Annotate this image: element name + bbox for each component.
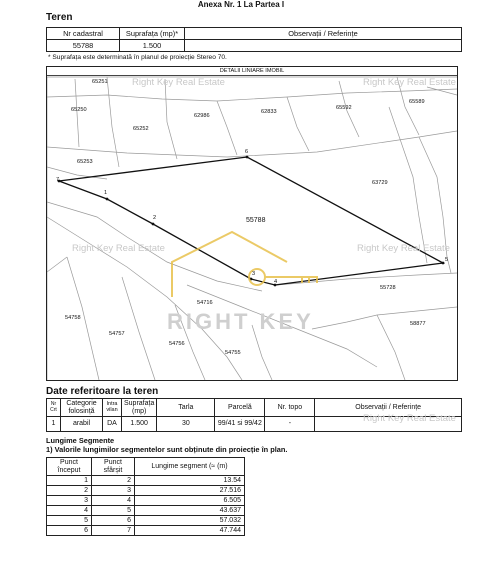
col-punct-inceput: Punct început	[47, 458, 92, 476]
neighbor-label: 65253	[77, 159, 93, 165]
watermark: Right Key Real Estate	[363, 413, 456, 424]
neighbor-label: 54755	[225, 350, 241, 356]
annex-title: Anexa Nr. 1 La Partea I	[197, 0, 285, 9]
parcel-label: 55788	[246, 217, 266, 224]
table-header-row	[47, 458, 245, 476]
cell-start: 3	[47, 496, 92, 506]
cell-length: 13.54	[135, 476, 245, 486]
segmente-subtitle: 1) Valorile lungimilor segmentelor sunt obținute din proiecție în plan.	[46, 445, 288, 454]
vertex-label: 3	[252, 271, 256, 277]
col-observatii: Observații / Referințe	[315, 399, 462, 417]
vertex-label: 4	[274, 279, 278, 285]
vertex-label: 5	[445, 257, 449, 263]
neighbor-label: 55728	[380, 285, 396, 291]
neighbor-label: 63729	[372, 180, 388, 186]
cell-suprafata: 1.500	[122, 417, 157, 432]
cell-categorie: arabil	[61, 417, 103, 432]
neighbor-label: 65592	[336, 105, 352, 111]
cell-parcela: 99/41 si 99/42	[215, 417, 265, 432]
table-row	[47, 496, 245, 506]
col-nr-cadastral: Nr cadastral	[47, 28, 120, 40]
vertex-label: 2	[153, 215, 157, 221]
neighbor-label: 65251	[92, 79, 108, 85]
col-lungime: Lungime segment (≈ (m)	[135, 458, 245, 476]
cell-start: 6	[47, 526, 92, 536]
cell-nr-cadastral: 55788	[47, 40, 120, 52]
teren-table	[46, 27, 462, 52]
referinta-section-title: Date referitoare la teren	[46, 386, 159, 397]
table-row	[47, 486, 245, 496]
cell-end: 7	[92, 526, 135, 536]
neighbor-label: 62833	[261, 109, 277, 115]
table-row	[47, 526, 245, 536]
teren-section-title: Teren	[46, 12, 73, 23]
col-tarla: Tarla	[157, 399, 215, 417]
table-row	[47, 516, 245, 526]
cell-end: 3	[92, 486, 135, 496]
cadastral-map	[46, 66, 458, 381]
teren-note: * Suprafața este determinată în planul de proiecție Stereo 70.	[48, 54, 227, 61]
neighbor-label: 54716	[197, 300, 213, 306]
watermark: Right Key Real Estate	[357, 243, 450, 254]
cell-nr-crt: 1	[47, 417, 61, 432]
neighbor-label: 65250	[71, 107, 87, 113]
col-suprafata: Suprafața (mp)	[122, 399, 157, 417]
cell-nr-topo: -	[265, 417, 315, 432]
vertex-label: 7	[56, 177, 60, 183]
col-punct-sfarsit: Punct sfârșit	[92, 458, 135, 476]
cell-observatii	[185, 40, 462, 52]
cell-start: 5	[47, 516, 92, 526]
vertex-label: 1	[104, 190, 108, 196]
cell-length: 57.032	[135, 516, 245, 526]
segmente-title: Lungime Segmente	[46, 436, 115, 445]
cell-start: 1	[47, 476, 92, 486]
table-row	[47, 506, 245, 516]
segmente-table	[46, 457, 245, 536]
cell-end: 2	[92, 476, 135, 486]
neighbor-label: 54758	[65, 315, 81, 321]
cell-end: 6	[92, 516, 135, 526]
col-parcela: Parcelă	[215, 399, 265, 417]
neighbor-label: 65252	[133, 126, 149, 132]
cell-start: 4	[47, 506, 92, 516]
neighbor-label: 65589	[409, 99, 425, 105]
cell-length: 43.637	[135, 506, 245, 516]
cell-end: 5	[92, 506, 135, 516]
table-row	[47, 40, 462, 52]
col-observatii: Observații / Referințe	[185, 28, 462, 40]
cell-intravilan: DA	[103, 417, 122, 432]
cell-tarla: 30	[157, 417, 215, 432]
col-nr-topo: Nr. topo	[265, 399, 315, 417]
col-nr-crt: Nr Crt	[47, 399, 61, 417]
page-header	[0, 0, 482, 10]
watermark: Right Key Real Estate	[132, 77, 225, 88]
cell-length: 27.516	[135, 486, 245, 496]
map-title: DETALII LINIARE IMOBIL	[47, 67, 457, 76]
neighbor-label: 62986	[194, 113, 210, 119]
cell-end: 4	[92, 496, 135, 506]
table-row	[47, 476, 245, 486]
cell-length: 6.505	[135, 496, 245, 506]
col-suprafata: Suprafața (mp)*	[120, 28, 185, 40]
cell-suprafata: 1.500	[120, 40, 185, 52]
watermark-logo-text: RIGHT KEY	[167, 309, 314, 334]
cell-start: 2	[47, 486, 92, 496]
watermark: Right Key Real Estate	[363, 77, 456, 88]
vertex-label: 6	[245, 149, 249, 155]
neighbor-label: 58877	[410, 321, 426, 327]
table-header-row	[47, 28, 462, 40]
neighbor-label: 54756	[169, 341, 185, 347]
cell-length: 47.744	[135, 526, 245, 536]
col-categorie: Categorie folosință	[61, 399, 103, 417]
col-intravilan: Intra vilan	[103, 399, 122, 417]
neighbor-label: 54757	[109, 331, 125, 337]
watermark: Right Key Real Estate	[72, 243, 165, 254]
